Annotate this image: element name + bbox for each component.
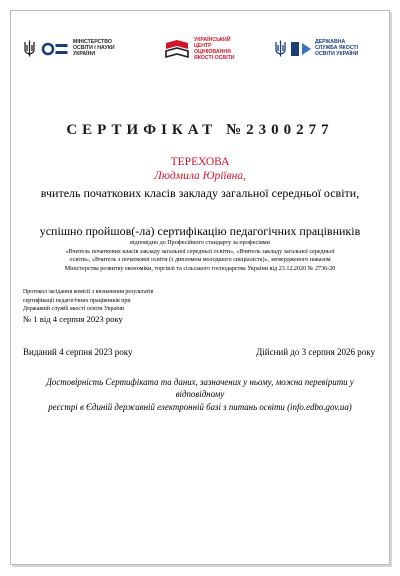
certificate-title: СЕРТИФІКАТ №2300277 bbox=[66, 122, 334, 138]
standard-line: «Вчитель початкових класів закладу загальної середньої освіти», «Вчитель закладу загальної середньої bbox=[65, 248, 335, 255]
holder-position: вчитель початкових класів закладу загальної середньої освіти, bbox=[40, 186, 360, 200]
protocol-line: сертифікації педагогічних працівників при bbox=[23, 297, 131, 304]
certification-statement: успішно пройшов(-ла) сертифікацію педагогічних працівників bbox=[39, 224, 361, 238]
verification-note bbox=[24, 376, 376, 413]
protocol-number: № 1 від 4 серпня 2023 року bbox=[23, 313, 123, 324]
standard-line: відповідно до Професійного стандарту за професіями bbox=[130, 240, 270, 246]
protocol-block bbox=[23, 288, 223, 325]
ministry-logo-block bbox=[24, 40, 121, 58]
valid-until-date: Дійсний до 3 серпня 2026 року bbox=[256, 347, 375, 357]
professional-standard-text bbox=[40, 239, 360, 274]
ucfoe-logo-block bbox=[163, 38, 242, 62]
ucfoe-label: УКРАЇНСЬКИЙ ЦЕНТР ОЦІНЮВАННЯ ЯКОСТІ ОСВІТИ bbox=[194, 37, 235, 61]
ministry-logo-icon bbox=[41, 42, 71, 56]
verification-line: реєстрі в Єдиній державній електронній базі з питань освіти (info.edbo.gov.ua) bbox=[48, 401, 352, 412]
holder-given-names: Людмила Юріївна, bbox=[154, 170, 246, 182]
trident-emblem-icon bbox=[275, 40, 286, 57]
issued-date: Виданий 4 серпня 2023 року bbox=[23, 347, 133, 357]
trident-emblem-icon bbox=[24, 40, 35, 57]
holder-surname: ТЕРЕХОВА bbox=[170, 156, 230, 168]
service-logo-block bbox=[275, 40, 367, 58]
ucfoe-logo-icon bbox=[163, 39, 191, 61]
standard-line: освіти», «Вчитель з початкової освіти (з дипломом молодшого спеціаліста)», затвердженого наказом bbox=[69, 257, 331, 264]
standard-line: Міністерства розвитку економіки, торгівлі та сільського господарства України від 23.12.2020 № 2736-20 bbox=[64, 265, 336, 272]
service-label: ДЕРЖАВНА СЛУЖБА ЯКОСТІ ОСВІТИ УКРАЇНИ bbox=[315, 39, 359, 57]
ministry-label: МІНІСТЕРСТВО ОСВІТИ І НАУКИ УКРАЇНИ bbox=[73, 39, 115, 57]
protocol-line: Державній службі якості освіти України bbox=[23, 306, 125, 313]
service-logo-icon bbox=[290, 41, 312, 57]
verification-line: Достовірність Сертифіката та даних, зазначених у ньому, можна перевірити у відповідному bbox=[46, 377, 354, 400]
protocol-line: Протокол засідання комісії з визначення результатів bbox=[23, 289, 154, 295]
